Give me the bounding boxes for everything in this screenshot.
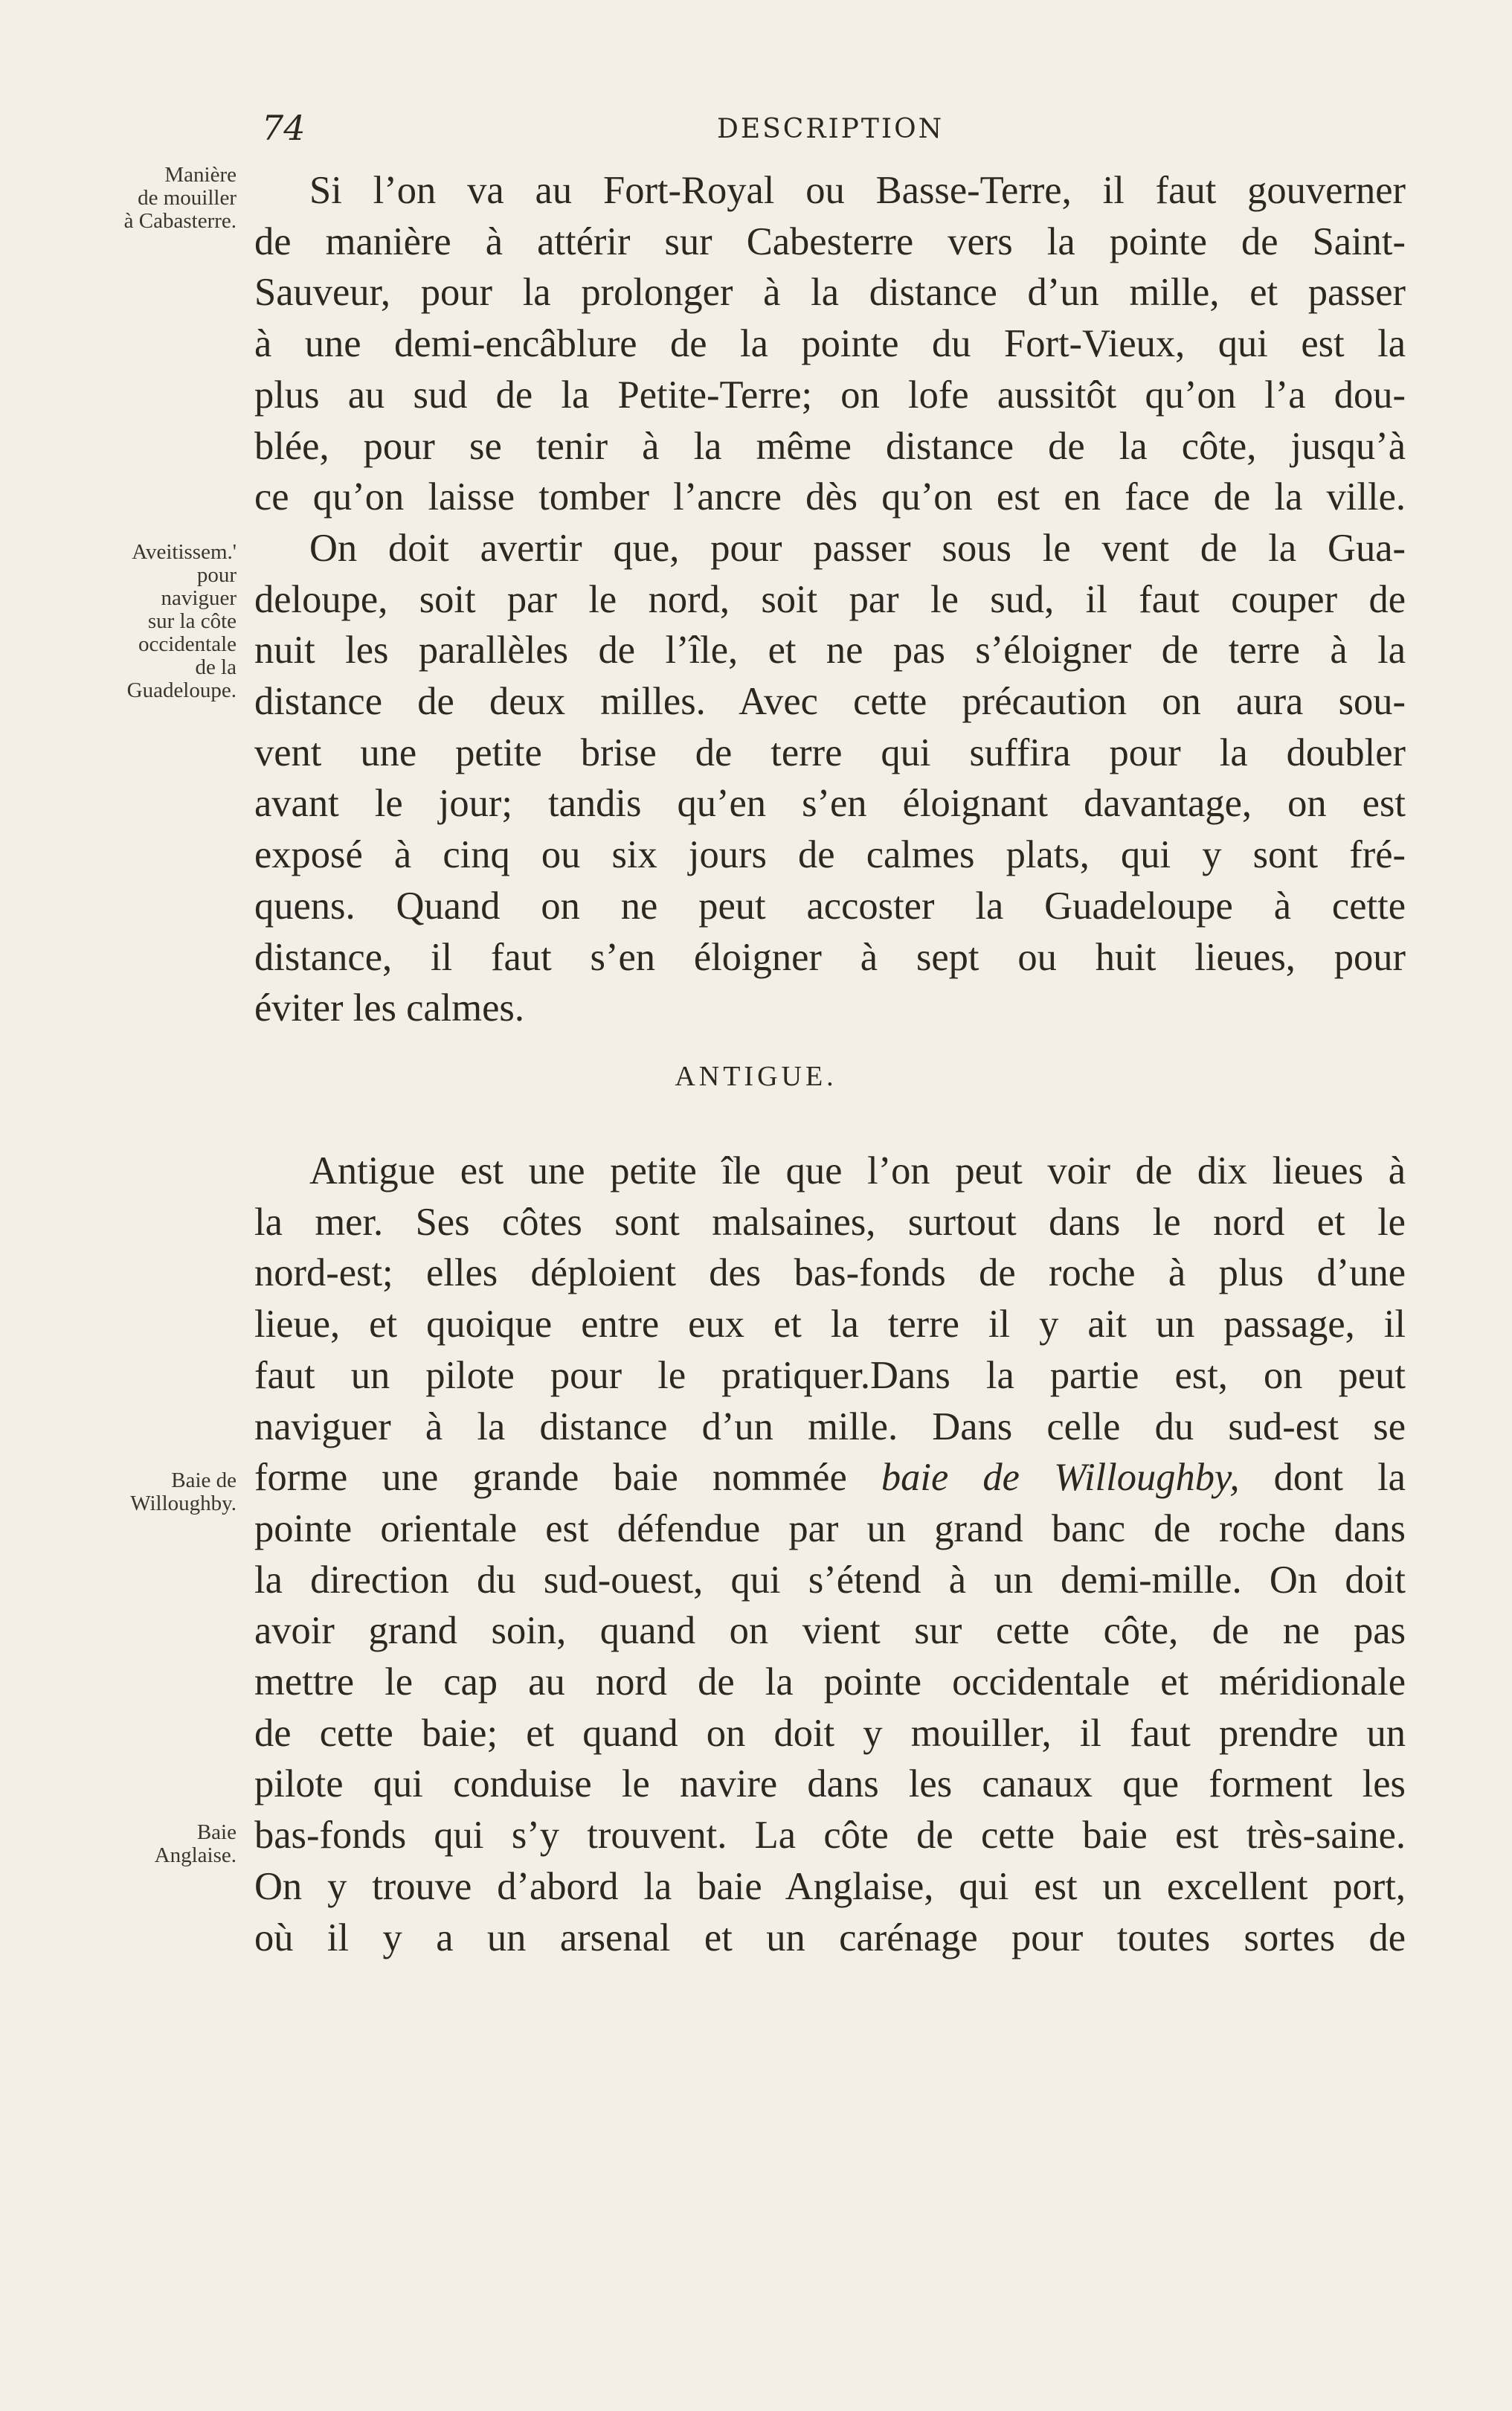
margin-note-line: Willoughby. <box>130 1492 237 1515</box>
margin-note-line: pour <box>196 563 237 587</box>
running-title: DESCRIPTION <box>717 114 945 144</box>
margin-note-baie-anglaise <box>71 1821 237 1867</box>
text-line: distance de deux milles. Avec cette précaution on aura sou- <box>254 680 1406 724</box>
text-line: Si l’on va au Fort-Royal ou Basse-Terre, il faut gouverner <box>309 169 1406 212</box>
text-line: pointe orientale est défendue par un grand banc de roche dans <box>254 1506 1406 1550</box>
text-line: Sauveur, pour la prolonger à la distance d’un mille, et passer <box>254 271 1406 315</box>
margin-note-line: occidentale <box>138 632 237 656</box>
margin-note-line: à Cabasterre. <box>123 209 237 233</box>
text-line: distance, il faut s’en éloigner à sept ou huit lieues, pour <box>254 935 1406 979</box>
text-line: pilote qui conduise le navire dans les canaux que forment les <box>254 1762 1406 1806</box>
text-line: ce qu’on laisse tomber l’ancre dès qu’on est en face de la ville. <box>254 475 1406 519</box>
text-segment: forme une grande baie nommée <box>254 1456 881 1500</box>
text-line: On doit avertir que, pour passer sous le vent de la Gua- <box>309 526 1406 570</box>
page-number: 74 <box>262 108 306 148</box>
text-line: On y trouve d’abord la baie Anglaise, qui est un excellent port, <box>254 1864 1406 1908</box>
margin-note-line: de la <box>195 655 237 679</box>
text-line-with-italic <box>254 1452 1406 1503</box>
margin-note-line: Aveitissem.' <box>132 540 237 564</box>
text-line: avant le jour; tandis qu’en s’en éloignant davantage, on est <box>254 782 1406 826</box>
text-line: quens. Quand on ne peut accoster la Guadeloupe à cette <box>254 884 1406 928</box>
text-line: naviguer à la distance d’un mille. Dans celle du sud-est se <box>254 1404 1406 1448</box>
text-line: exposé à cinq ou six jours de calmes plats, qui y sont fré- <box>254 833 1406 877</box>
place-name-italic: baie de Willoughby, <box>881 1456 1240 1500</box>
section-heading: ANTIGUE. <box>675 1061 837 1092</box>
text-line: vent une petite brise de terre qui suffira pour la doubler <box>254 731 1406 774</box>
margin-note-line: Manière <box>164 163 237 187</box>
text-segment: dont la <box>1239 1456 1406 1500</box>
text-line: mettre le cap au nord de la pointe occidentale et méridionale <box>254 1660 1406 1704</box>
paragraph-2 <box>254 523 1406 1034</box>
margin-note-line: Anglaise. <box>154 1843 237 1867</box>
text-line: bas-fonds qui s’y trouvent. La côte de cette baie est très-saine. <box>254 1814 1406 1858</box>
margin-note-line: sur la côte <box>147 609 237 633</box>
margin-note-line: naviguer <box>161 586 237 610</box>
margin-note-mouiller <box>71 164 237 233</box>
margin-note-line: Baie de <box>171 1468 237 1492</box>
margin-note-line: de mouiller <box>138 186 237 210</box>
text-line: avoir grand soin, quand on vient sur cette côte, de ne pas <box>254 1609 1406 1653</box>
text-line: nord-est; elles déploient des bas-fonds de roche à plus d’une <box>254 1251 1406 1295</box>
text-line: blée, pour se tenir à la même distance de la côte, jusqu’à <box>254 424 1406 468</box>
margin-note-line: Guadeloupe. <box>126 678 237 702</box>
text-line: à une demi-encâblure de la pointe du Fort-Vieux, qui est la <box>254 322 1406 366</box>
text-line: la direction du sud-ouest, qui s’étend à un demi-mille. On doit <box>254 1558 1406 1602</box>
text-line: la mer. Ses côtes sont malsaines, surtout dans le nord et le <box>254 1200 1406 1244</box>
text-line: nuit les parallèles de l’île, et ne pas s’éloigner de terre à la <box>254 629 1406 672</box>
text-line: de manière à attérir sur Cabesterre vers la pointe de Saint- <box>254 219 1406 263</box>
text-line: éviter les calmes. <box>254 986 524 1030</box>
margin-note-line: Baie <box>196 1820 237 1844</box>
body-text-lower <box>254 1146 1406 1963</box>
text-line: deloupe, soit par le nord, soit par le sud, il faut couper de <box>254 577 1406 621</box>
text-line: Antigue est une petite île que l’on peut voir de dix lieues à <box>309 1149 1406 1192</box>
body-text-upper <box>254 165 1406 1034</box>
margin-note-avertissement <box>71 541 237 702</box>
text-line: de cette baie; et quand on doit y mouiller, il faut prendre un <box>254 1711 1406 1755</box>
paragraph-1 <box>254 165 1406 523</box>
text-line: où il y a un arsenal et un carénage pour toutes sortes de <box>254 1916 1406 1959</box>
margin-note-willoughby <box>71 1469 237 1515</box>
text-line: faut un pilote pour le pratiquer.Dans la partie est, on peut <box>254 1353 1406 1397</box>
text-line: lieue, et quoique entre eux et la terre il y ait un passage, il <box>254 1303 1406 1346</box>
text-line: plus au sud de la Petite-Terre; on lofe aussitôt qu’on l’a dou- <box>254 373 1406 417</box>
page-header <box>0 108 1512 153</box>
paragraph-3 <box>254 1146 1406 1963</box>
